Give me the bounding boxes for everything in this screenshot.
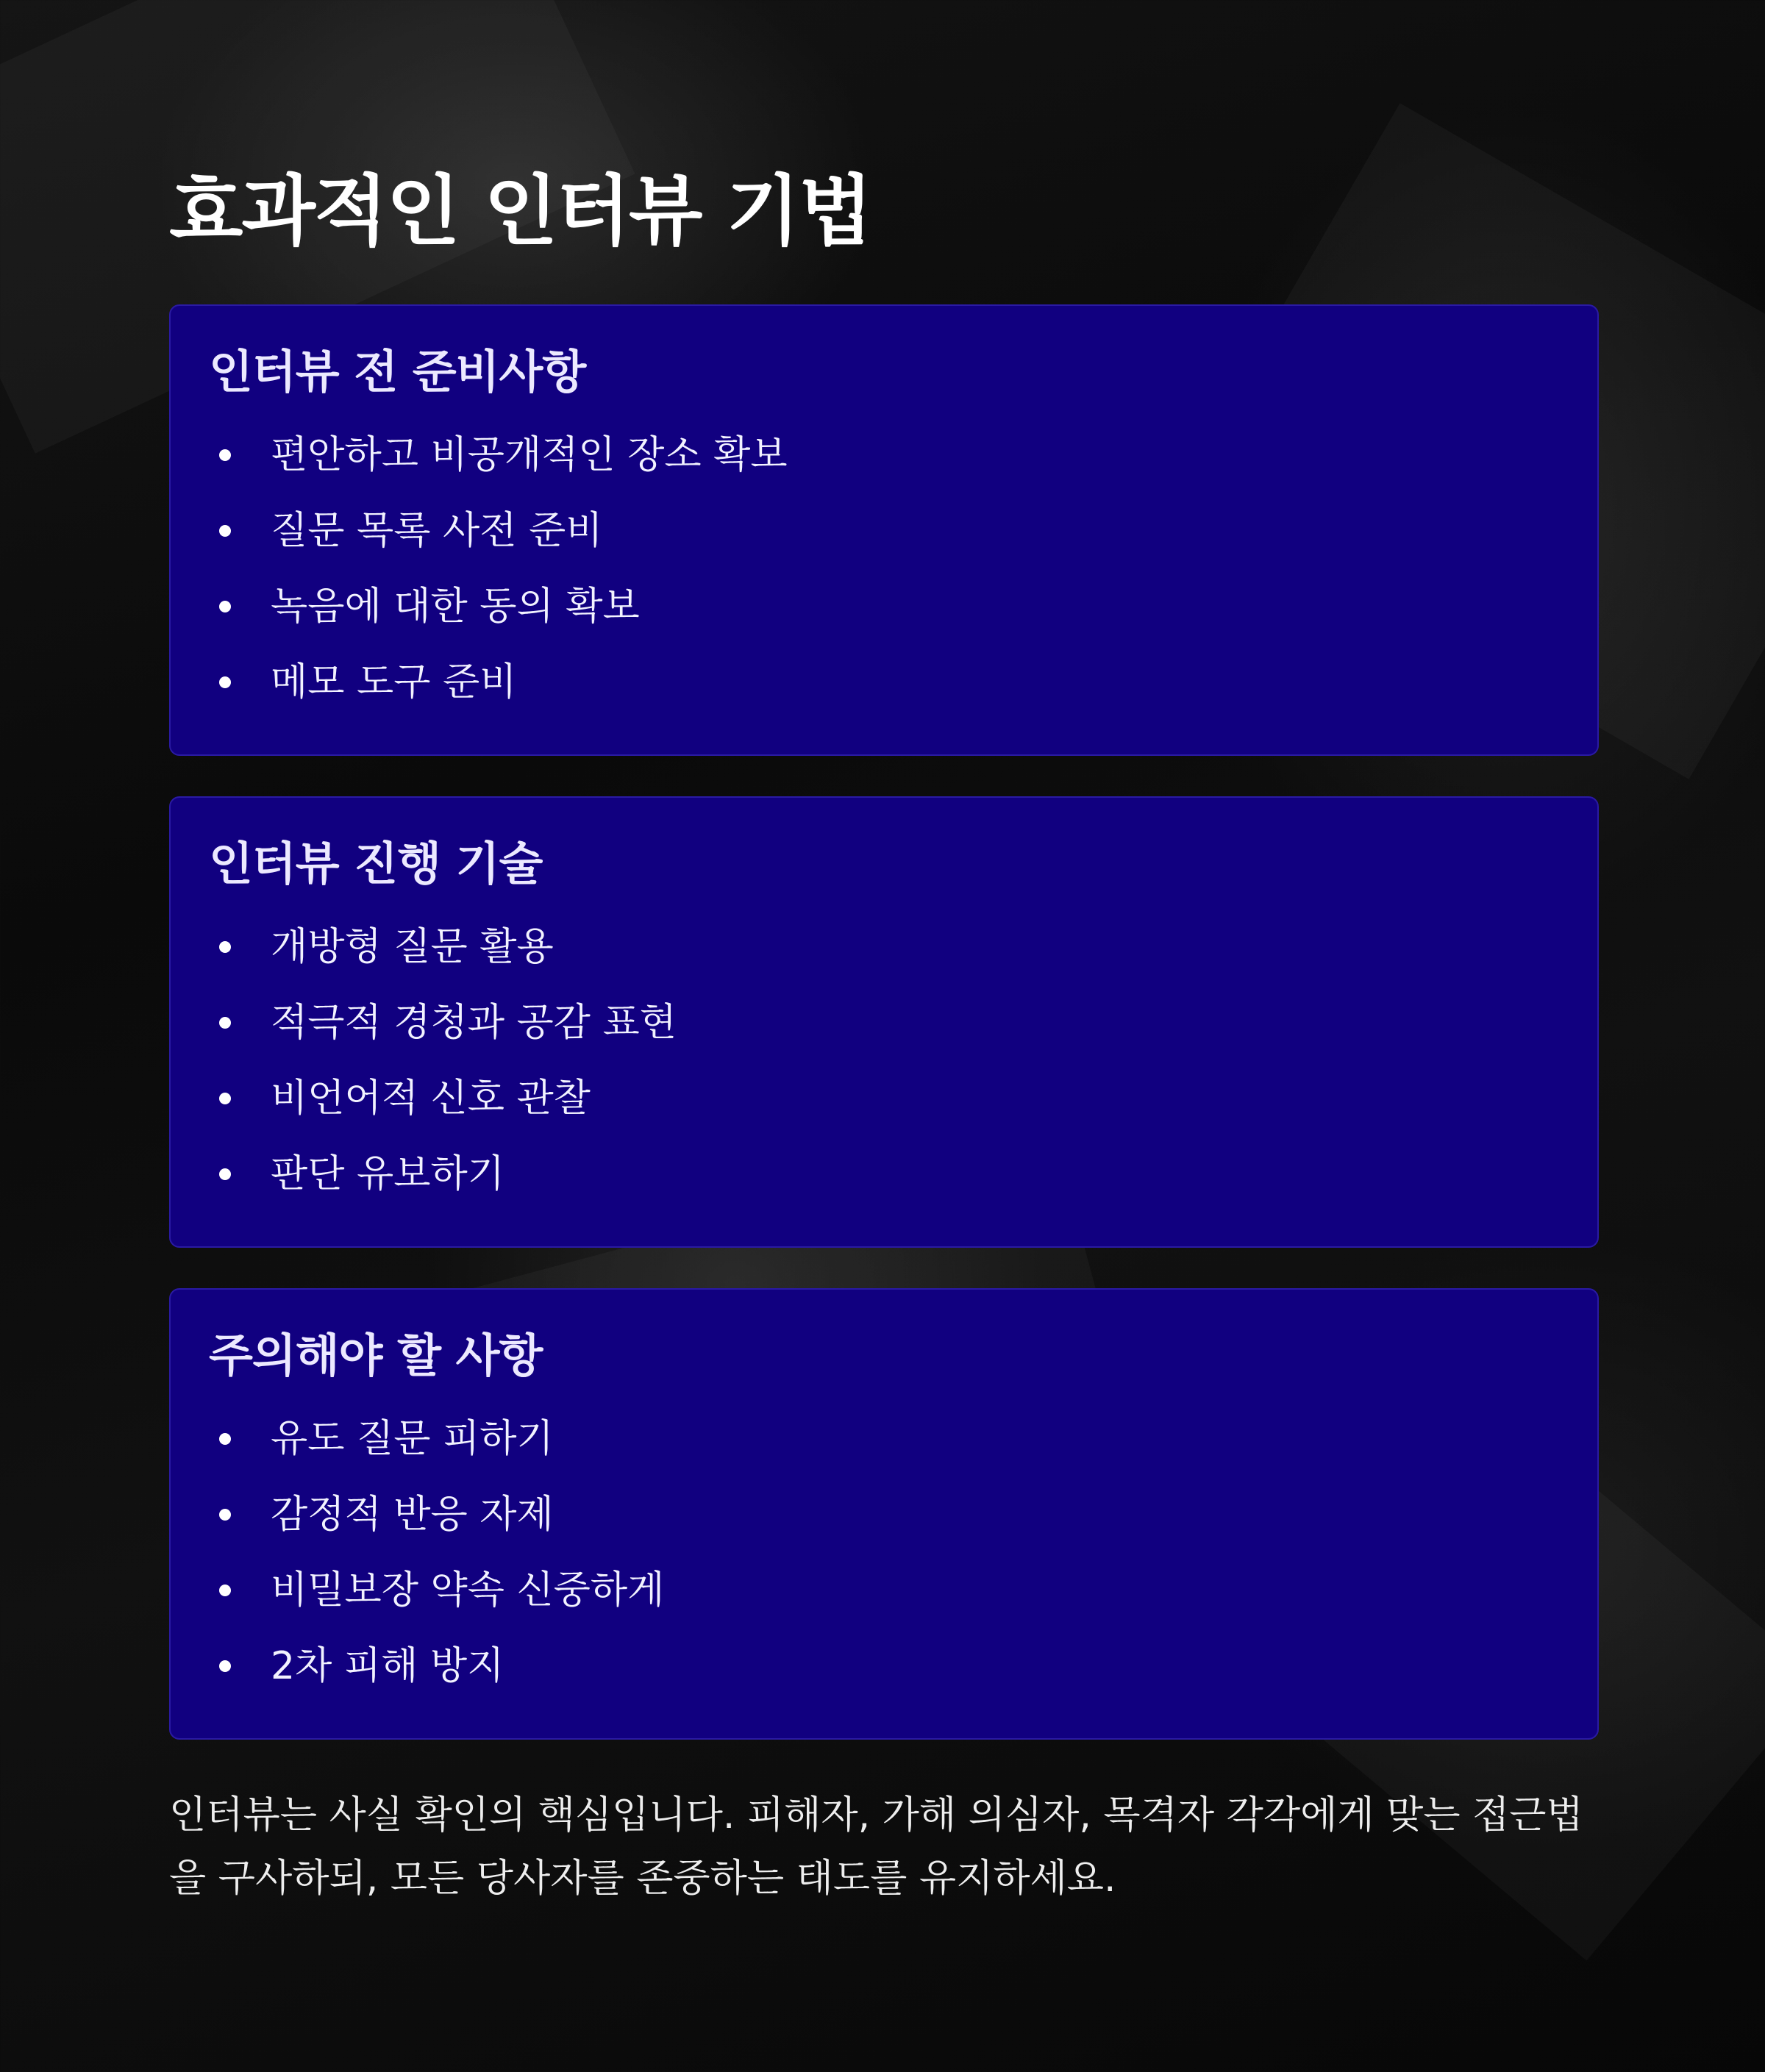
list-item-text: 편안하고 비공개적인 장소 확보 (271, 433, 788, 477)
list-item-text: 감정적 반응 자제 (271, 1493, 554, 1537)
bullet-dot-icon (219, 1509, 231, 1521)
bullet-dot-icon (219, 1168, 231, 1180)
list-item-text: 메모 도구 준비 (271, 660, 517, 704)
list-item-text: 비언어적 신호 관찰 (271, 1076, 591, 1121)
list-item-text: 질문 목록 사전 준비 (271, 509, 603, 553)
page-title: 효과적인 인터뷰 기법 (169, 166, 871, 256)
list-item-text: 판단 유보하기 (271, 1152, 504, 1196)
list-item-text: 유도 질문 피하기 (271, 1417, 554, 1461)
bullet-dot-icon (219, 601, 231, 612)
section-card-cautions (169, 1288, 1599, 1740)
list-item-text: 비밀보장 약속 신중하게 (271, 1568, 665, 1612)
list-item-text: 녹음에 대한 동의 확보 (271, 585, 640, 629)
section-title: 인터뷰 전 준비사항 (209, 345, 586, 399)
list-item-text: 개방형 질문 활용 (271, 925, 554, 969)
list-item-text: 2차 피해 방지 (271, 1644, 504, 1688)
section-card-preparation (169, 304, 1599, 756)
bullet-dot-icon (219, 941, 231, 953)
bullet-dot-icon (219, 1433, 231, 1445)
bullet-dot-icon (219, 525, 231, 537)
list-item-text: 적극적 경청과 공감 표현 (271, 1001, 677, 1045)
summary-text: 인터뷰는 사실 확인의 핵심입니다. 피해자, 가해 의심자, 목격자 각각에게 맞는 접근법을 구사하되, 모든 당사자를 존중하는 태도를 유지하세요. (169, 1793, 1583, 1901)
bullet-dot-icon (219, 1660, 231, 1672)
bullet-dot-icon (219, 1093, 231, 1104)
section-title: 주의해야 할 사항 (209, 1329, 543, 1382)
bullet-dot-icon (219, 449, 231, 461)
section-title: 인터뷰 진행 기술 (209, 837, 543, 890)
bullet-dot-icon (219, 676, 231, 688)
bullet-dot-icon (219, 1585, 231, 1596)
section-card-techniques (169, 796, 1599, 1248)
bullet-dot-icon (219, 1017, 231, 1029)
